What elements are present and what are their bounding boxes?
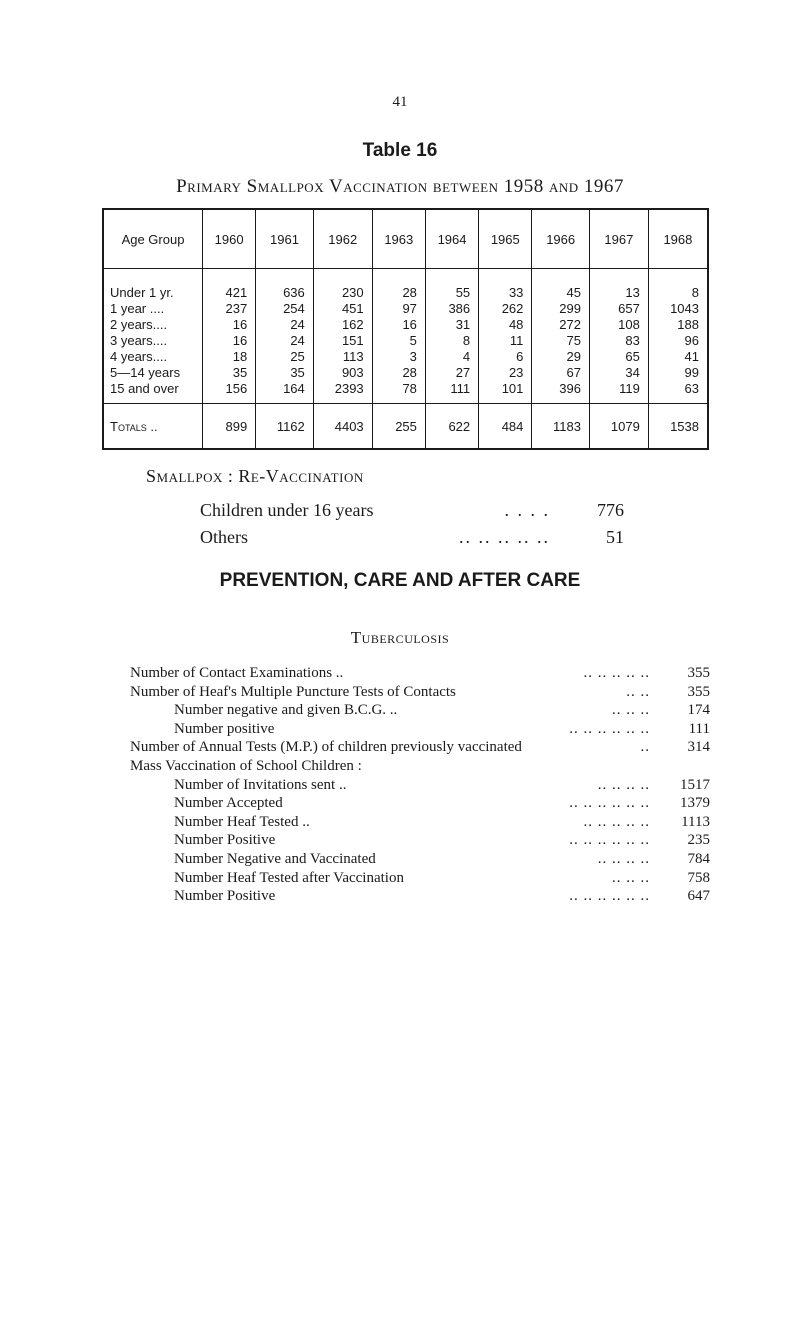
leader-dots: .. .. .. .. ..	[583, 665, 650, 681]
tuberculosis-label: Number Accepted	[174, 795, 283, 812]
tuberculosis-row	[130, 887, 710, 906]
age-group-cell: 5—14 years	[103, 365, 203, 381]
table-cell: 24	[256, 317, 314, 333]
table-row	[103, 333, 708, 349]
table-cell: 96	[648, 333, 708, 349]
tuberculosis-row	[130, 683, 710, 702]
tuberculosis-row	[130, 850, 710, 869]
table-cell: 2393	[313, 381, 372, 404]
tuberculosis-value: 355	[687, 683, 710, 700]
table-cell: 151	[313, 333, 372, 349]
table-cell: 83	[589, 333, 648, 349]
column-header: 1963	[372, 209, 425, 269]
column-header: 1968	[648, 209, 708, 269]
tuberculosis-label: Number positive	[174, 720, 275, 737]
tuberculosis-value: 111	[688, 720, 710, 737]
totals-row	[103, 404, 708, 450]
tuberculosis-heading: Tuberculosis	[350, 628, 450, 647]
table-cell: 13	[589, 269, 648, 302]
table-row	[103, 349, 708, 365]
table-cell: 113	[313, 349, 372, 365]
table-row	[103, 317, 708, 333]
table-cell: 23	[479, 365, 532, 381]
age-group-cell: Under 1 yr.	[103, 269, 203, 302]
column-header: 1967	[589, 209, 648, 269]
table-cell: 451	[313, 301, 372, 317]
table-cell: 18	[203, 349, 256, 365]
table-cell: 33	[479, 269, 532, 302]
table-cell: 97	[372, 301, 425, 317]
leader-dots: .. .. .. .. .. ..	[569, 795, 650, 812]
table-cell: 1538	[648, 404, 708, 450]
table-cell: 55	[425, 269, 478, 302]
table-cell: 8	[648, 269, 708, 302]
table-cell: 75	[532, 333, 590, 349]
column-header: 1966	[532, 209, 590, 269]
table-cell: 255	[372, 404, 425, 450]
revaccination-row	[200, 500, 624, 521]
table-cell: 1162	[256, 404, 314, 450]
vaccination-table	[102, 208, 709, 450]
table-cell: 386	[425, 301, 478, 317]
leader-dots: .. .. .. .. ..	[583, 813, 650, 830]
table-header-row	[103, 209, 708, 269]
table-cell: 188	[648, 317, 708, 333]
tuberculosis-value: 647	[687, 888, 710, 905]
table-cell: 903	[313, 365, 372, 381]
leader-dots: .. .. ..	[612, 869, 650, 886]
column-header: 1960	[203, 209, 256, 269]
table-row	[103, 365, 708, 381]
table-cell: 67	[532, 365, 590, 381]
tuberculosis-row	[130, 738, 710, 757]
tuberculosis-value: 1113	[681, 813, 710, 830]
tuberculosis-label: Mass Vaccination of School Children :	[130, 757, 362, 774]
table-cell: 111	[425, 381, 478, 404]
table-cell: 164	[256, 381, 314, 404]
age-group-cell: 4 years....	[103, 349, 203, 365]
revaccination-value: 776	[597, 500, 624, 520]
table-cell: 5	[372, 333, 425, 349]
leader-dots: ..	[640, 739, 650, 756]
table-cell: 8	[425, 333, 478, 349]
table-cell: 237	[203, 301, 256, 317]
table-cell: 65	[589, 349, 648, 365]
tuberculosis-label: Number Positive	[174, 888, 276, 905]
table-cell: 48	[479, 317, 532, 333]
leader-dots: .. .. ..	[612, 702, 650, 719]
table-cell: 119	[589, 381, 648, 404]
tuberculosis-value: 235	[687, 832, 710, 849]
table-cell: 101	[479, 381, 532, 404]
revaccination-row	[200, 527, 624, 548]
tuberculosis-label: Number Positive	[174, 832, 276, 849]
tuberculosis-value: 1379	[680, 795, 710, 812]
leader-dots: .. .. .. .. .. ..	[569, 832, 650, 849]
table-cell: 484	[479, 404, 532, 450]
table-cell: 6	[479, 349, 532, 365]
tuberculosis-label: Number Heaf Tested after Vaccination	[174, 869, 404, 886]
table-cell: 78	[372, 381, 425, 404]
tuberculosis-row	[130, 776, 710, 795]
table-cell: 24	[256, 333, 314, 349]
table-cell: 16	[203, 317, 256, 333]
column-header: 1965	[479, 209, 532, 269]
table-cell: 41	[648, 349, 708, 365]
table-cell: 622	[425, 404, 478, 450]
table-cell: 899	[203, 404, 256, 450]
age-group-cell: 15 and over	[103, 381, 203, 404]
table-cell: 63	[648, 381, 708, 404]
tuberculosis-row	[130, 831, 710, 850]
table-cell: 156	[203, 381, 256, 404]
table-cell: 16	[372, 317, 425, 333]
table-cell: 45	[532, 269, 590, 302]
table-cell: 4403	[313, 404, 372, 450]
leader-dots: .. .. .. .. .. ..	[569, 720, 650, 737]
tuberculosis-row	[130, 869, 710, 888]
column-header: 1961	[256, 209, 314, 269]
table-cell: 1079	[589, 404, 648, 450]
leader-dots: . . . .	[504, 500, 550, 520]
table-cell: 25	[256, 349, 314, 365]
revaccination-label: Children under 16 years	[200, 500, 374, 520]
tuberculosis-label: Number negative and given B.C.G. ..	[174, 702, 398, 719]
table-cell: 29	[532, 349, 590, 365]
leader-dots: .. ..	[626, 683, 650, 700]
revaccination-label: Others	[200, 527, 248, 547]
table-cell: 108	[589, 317, 648, 333]
age-group-cell: 2 years....	[103, 317, 203, 333]
tuberculosis-label: Number of Annual Tests (M.P.) of children previously vaccinated	[130, 739, 522, 756]
tuberculosis-label: Number Heaf Tested ..	[174, 813, 310, 830]
leader-dots: .. .. .. .. .. ..	[569, 888, 650, 905]
column-header: 1964	[425, 209, 478, 269]
revaccination-heading: Smallpox : Re-Vaccination	[146, 466, 364, 486]
tuberculosis-row	[130, 664, 710, 683]
tuberculosis-list	[130, 664, 710, 906]
tuberculosis-value: 784	[687, 850, 710, 867]
table-cell: 27	[425, 365, 478, 381]
totals-label: Totals ..	[103, 404, 203, 450]
leader-dots: .. .. .. ..	[597, 850, 650, 867]
tuberculosis-label: Number of Invitations sent ..	[174, 776, 347, 793]
table-cell: 3	[372, 349, 425, 365]
column-header: Age Group	[103, 209, 203, 269]
table-cell: 35	[256, 365, 314, 381]
tuberculosis-value: 355	[687, 665, 710, 681]
tuberculosis-label: Number of Contact Examinations ..	[130, 665, 344, 681]
table-cell: 35	[203, 365, 256, 381]
table-cell: 421	[203, 269, 256, 302]
table-cell: 31	[425, 317, 478, 333]
table-cell: 28	[372, 269, 425, 302]
tuberculosis-row	[130, 757, 710, 776]
table-title: Table 16	[362, 140, 438, 161]
prevention-heading: PREVENTION, CARE AND AFTER CARE	[219, 570, 581, 591]
table-cell: 272	[532, 317, 590, 333]
column-header: 1962	[313, 209, 372, 269]
tuberculosis-value: 314	[687, 739, 710, 756]
tuberculosis-value: 1517	[680, 776, 710, 793]
tuberculosis-row	[130, 813, 710, 832]
table-cell: 162	[313, 317, 372, 333]
tuberculosis-label: Number Negative and Vaccinated	[174, 850, 376, 867]
tuberculosis-row	[130, 701, 710, 720]
table-cell: 396	[532, 381, 590, 404]
table-cell: 299	[532, 301, 590, 317]
age-group-cell: 3 years....	[103, 333, 203, 349]
table-row	[103, 381, 708, 404]
table-cell: 11	[479, 333, 532, 349]
table-cell: 254	[256, 301, 314, 317]
tuberculosis-label: Number of Heaf's Multiple Puncture Tests of Contacts	[130, 683, 456, 700]
table-cell: 4	[425, 349, 478, 365]
page-number: 41	[392, 94, 408, 110]
table-row	[103, 269, 708, 302]
tuberculosis-value: 758	[687, 869, 710, 886]
table-cell: 1043	[648, 301, 708, 317]
leader-dots: .. .. .. .. ..	[459, 527, 550, 547]
age-group-cell: 1 year ....	[103, 301, 203, 317]
leader-dots: .. .. .. ..	[597, 776, 650, 793]
table-cell: 1183	[532, 404, 590, 450]
table-cell: 657	[589, 301, 648, 317]
revaccination-value: 51	[606, 527, 624, 547]
table-cell: 262	[479, 301, 532, 317]
table-cell: 34	[589, 365, 648, 381]
tuberculosis-row	[130, 794, 710, 813]
table-cell: 16	[203, 333, 256, 349]
table-cell: 99	[648, 365, 708, 381]
table-row	[103, 301, 708, 317]
table-subtitle: Primary Smallpox Vaccination between 1958 and 1967	[176, 176, 624, 197]
table-cell: 230	[313, 269, 372, 302]
tuberculosis-row	[130, 720, 710, 739]
table-cell: 28	[372, 365, 425, 381]
table-cell: 636	[256, 269, 314, 302]
tuberculosis-value: 174	[687, 702, 710, 719]
